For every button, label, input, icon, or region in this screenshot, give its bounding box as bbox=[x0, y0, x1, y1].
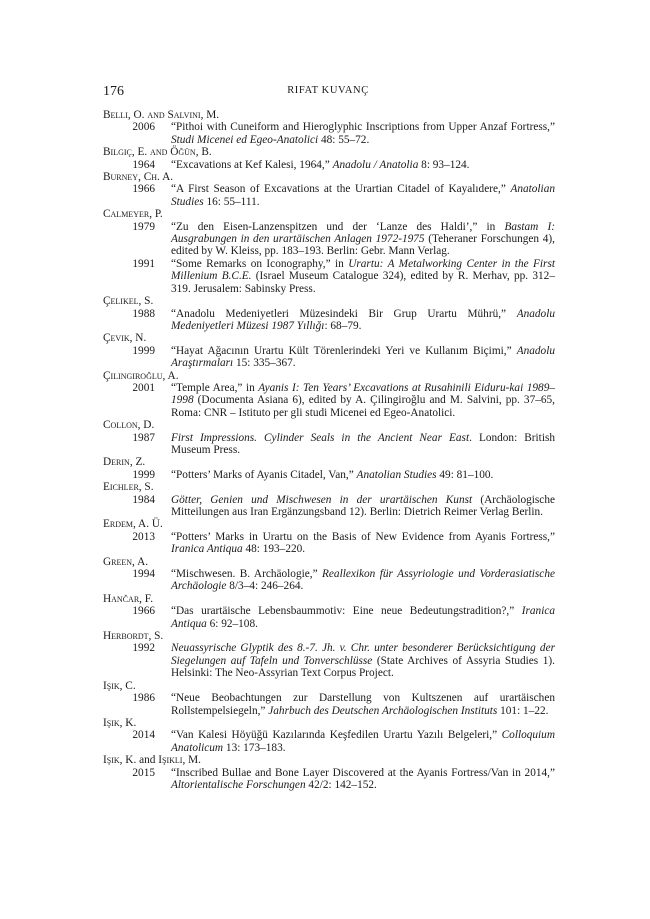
entry-work bbox=[103, 432, 555, 457]
work-text: “Pithoi with Cuneiform and Hieroglyphic Inscriptions from Upper Anzaf Fortress,” bbox=[171, 121, 555, 134]
running-head: RIFAT KUVANÇ bbox=[287, 85, 369, 96]
work-text: 48: 55–72. bbox=[318, 133, 370, 146]
work-title-italic: Anatolian Studies bbox=[171, 183, 555, 208]
author-text: Herbordt, S. bbox=[103, 630, 164, 643]
work-text: “Temple Area,” in bbox=[171, 381, 259, 394]
work-title-italic: Anadolu / Anatolia bbox=[332, 158, 419, 171]
work-title-italic: Ayanis I: Ten Years’ Excavations at Rusahinili Eiduru-kai 1989–1998 bbox=[171, 381, 555, 407]
page-number: 176 bbox=[103, 84, 124, 99]
work-text: “Potters’ Marks of Ayanis Citadel, Van,” bbox=[171, 468, 357, 481]
work-reference bbox=[171, 183, 555, 208]
work-title-italic: Götter, Genien und Mischwesen in der urartäischen Kunst bbox=[171, 493, 473, 506]
work-year: 2015 bbox=[132, 766, 155, 779]
work-text: . London: British Museum Press. bbox=[171, 431, 555, 456]
work-title-italic: Iranica Antiqua bbox=[171, 605, 555, 630]
work-text: (Israel Museum Catalogue 324), edited by R. Merhav, pp. 312–319. Jerusalem: Sabinsky Press. bbox=[171, 270, 555, 295]
bib-entry bbox=[103, 680, 555, 717]
bib-entry bbox=[103, 481, 555, 518]
work-reference bbox=[171, 345, 555, 370]
entry-work bbox=[103, 531, 555, 556]
bibliography bbox=[103, 109, 555, 791]
entry-author bbox=[103, 419, 555, 431]
work-text: “Zu den Eisen-Lanzenspitzen und der ‘Lanze des Haldi’,” in bbox=[171, 220, 505, 233]
work-text: (Archäologische Mitteilungen aus Iran Ergänzungsband 12). Berlin: Dietrich Reimer Verlag Berlin. bbox=[171, 493, 555, 518]
work-year: 1966 bbox=[132, 183, 155, 196]
work-year: 1964 bbox=[132, 158, 155, 171]
author-text: Calmeyer, P. bbox=[103, 208, 163, 221]
author-text: Bilgiç, E. and Öğün, B. bbox=[103, 146, 212, 159]
work-reference bbox=[171, 469, 555, 481]
work-text: 42/2: 142–152. bbox=[305, 778, 377, 791]
work-year: 2014 bbox=[132, 729, 155, 742]
work-text: “Anadolu Medeniyetleri Müzesindeki Bir Grup Urartu Mührü,” bbox=[171, 307, 517, 320]
work-text: “Excavations at Kef Kalesi, 1964,” bbox=[171, 158, 333, 171]
entry-author bbox=[103, 630, 555, 642]
work-text: “A First Season of Excavations at the Urartian Citadel of Kayalıdere,” bbox=[171, 183, 511, 196]
entry-author bbox=[103, 556, 555, 568]
entry-author bbox=[103, 680, 555, 692]
bib-entry bbox=[103, 295, 555, 332]
author-text: Green, A. bbox=[103, 555, 149, 568]
entry-author bbox=[103, 295, 555, 307]
author-text: Çelikel, S. bbox=[103, 295, 154, 308]
entry-work bbox=[103, 469, 555, 481]
work-text: “Inscribed Bullae and Bone Layer Discovered at the Ayanis Fortress/Van in 2014,” bbox=[171, 766, 555, 779]
entry-work bbox=[103, 183, 555, 208]
work-title-italic: First Impressions. Cylinder Seals in the Ancient Near East bbox=[171, 431, 470, 444]
bib-entry bbox=[103, 171, 555, 208]
author-text: Çevik, N. bbox=[103, 332, 147, 345]
work-year: 1987 bbox=[132, 431, 155, 444]
entry-work bbox=[103, 605, 555, 630]
work-text: 16: 55–111. bbox=[203, 195, 260, 208]
work-reference bbox=[171, 432, 555, 457]
work-year: 1986 bbox=[132, 692, 155, 705]
work-reference bbox=[171, 767, 555, 792]
entry-author bbox=[103, 593, 555, 605]
bib-entry bbox=[103, 109, 555, 146]
work-text: “Van Kalesi Höyüğü Kazılarında Keşfedilen Urartu Yazılı Belgeleri,” bbox=[171, 729, 502, 742]
entry-author bbox=[103, 456, 555, 468]
work-title-italic: Studi Micenei ed Egeo-Anatolici bbox=[171, 133, 319, 146]
entry-work bbox=[103, 345, 555, 370]
work-text: 15: 335–367. bbox=[233, 357, 296, 370]
work-text: 49: 81–100. bbox=[436, 468, 494, 481]
work-year: 1999 bbox=[132, 344, 155, 357]
author-text: Collon, D. bbox=[103, 419, 155, 432]
work-title-italic: Reallexikon für Assyriologie und Vorderasiatische Archäologie bbox=[171, 568, 555, 593]
work-year: 1966 bbox=[132, 605, 155, 618]
work-reference bbox=[171, 382, 555, 419]
work-year: 2006 bbox=[132, 121, 155, 134]
bib-entry bbox=[103, 518, 555, 555]
bib-entry bbox=[103, 717, 555, 754]
work-text: 6: 92–108. bbox=[206, 617, 258, 630]
entry-author bbox=[103, 481, 555, 493]
author-text: Belli, O. and Salvini, M. bbox=[103, 109, 220, 121]
entry-work bbox=[103, 159, 555, 171]
work-text: “Neue Beobachtungen zur Darstellung von Kultszenen auf urartäischen Rollstempelsiegeln,” bbox=[171, 692, 555, 717]
work-year: 1994 bbox=[132, 568, 155, 581]
work-title-italic: Jahrbuch des Deutschen Archäologischen Instituts bbox=[268, 704, 498, 717]
entry-work bbox=[103, 121, 555, 146]
bib-entry bbox=[103, 456, 555, 481]
entry-author bbox=[103, 518, 555, 530]
author-text: Eichler, S. bbox=[103, 481, 154, 494]
work-reference bbox=[171, 258, 555, 295]
work-text: (Teheraner Forschungen 4), edited by W. Kleiss, pp. 183–193. Berlin: Gebr. Mann Verlag. bbox=[171, 233, 555, 258]
bib-entry bbox=[103, 593, 555, 630]
entry-author bbox=[103, 717, 555, 729]
entry-author bbox=[103, 146, 555, 158]
bib-entry bbox=[103, 754, 555, 791]
entry-author bbox=[103, 208, 555, 220]
work-text: “Mischwesen. B. Archäologie,” bbox=[171, 568, 323, 581]
page-header bbox=[103, 84, 553, 102]
author-text: Erdem, A. Ü. bbox=[103, 518, 163, 531]
work-year: 2013 bbox=[132, 530, 155, 543]
entry-work bbox=[103, 642, 555, 679]
work-reference bbox=[171, 729, 555, 754]
entry-work bbox=[103, 382, 555, 419]
work-reference bbox=[171, 642, 555, 679]
work-year: 1991 bbox=[132, 257, 155, 270]
bib-entry bbox=[103, 630, 555, 680]
work-year: 2001 bbox=[132, 381, 155, 394]
work-year: 1984 bbox=[132, 493, 155, 506]
author-text: Işık, K. bbox=[103, 716, 137, 729]
work-title-italic: Altorientalische Forschungen bbox=[171, 778, 306, 791]
bib-entry bbox=[103, 556, 555, 593]
entry-work bbox=[103, 729, 555, 754]
work-reference bbox=[171, 221, 555, 258]
author-text: Çilingiroğlu, A. bbox=[103, 369, 179, 382]
work-reference bbox=[171, 494, 555, 519]
work-text: 8: 93–124. bbox=[418, 158, 470, 171]
bib-entry bbox=[103, 146, 555, 171]
work-title-italic: Anadolu Araştırmaları bbox=[171, 344, 555, 370]
entry-author bbox=[103, 370, 555, 382]
entry-author bbox=[103, 754, 555, 766]
entry-work bbox=[103, 767, 555, 792]
author-text: Işık, C. bbox=[103, 679, 136, 692]
author-text: Işıklı, M. bbox=[158, 754, 201, 767]
work-reference bbox=[171, 605, 555, 630]
work-reference bbox=[171, 159, 555, 171]
entry-work bbox=[103, 308, 555, 333]
work-text: (State Archives of Assyria Studies 1). Helsinki: The Neo-Assyrian Text Corpus Project. bbox=[171, 654, 556, 680]
author-text: and bbox=[136, 754, 159, 767]
bib-entry bbox=[103, 332, 555, 369]
work-year: 1988 bbox=[132, 307, 155, 320]
work-text: “Das urartäische Lebensbaummotiv: Eine neue Bedeutungstradition?,” bbox=[171, 605, 522, 618]
work-title-italic: Colloquium Anatolicum bbox=[171, 729, 555, 754]
work-year: 1992 bbox=[132, 642, 155, 655]
author-text: Işık, K. bbox=[103, 754, 137, 767]
work-title-italic: Iranica Antiqua bbox=[171, 543, 243, 556]
entry-work bbox=[103, 221, 555, 258]
work-title-italic: Anadolu Medeniyetleri Müzesi 1987 Yıllığı bbox=[171, 307, 555, 332]
author-text: Derin, Z. bbox=[103, 456, 146, 469]
entry-work bbox=[103, 568, 555, 593]
bib-entry bbox=[103, 208, 555, 295]
entry-work bbox=[103, 258, 555, 295]
work-reference bbox=[171, 568, 555, 593]
bib-entry bbox=[103, 370, 555, 420]
work-text: 13: 173–183. bbox=[223, 741, 286, 754]
work-year: 1979 bbox=[132, 220, 155, 233]
work-title-italic: Urartu: A Metalworking Center in the First Millenium B.C.E. bbox=[171, 257, 555, 283]
work-title-italic: Bastam I: Ausgrabungen in den urartäischen Anlagen 1972-1975 bbox=[171, 220, 555, 246]
entry-author bbox=[103, 171, 555, 183]
work-reference bbox=[171, 531, 555, 556]
work-year: 1999 bbox=[132, 468, 155, 481]
author-text: Hančar, F. bbox=[103, 592, 154, 605]
bib-entry bbox=[103, 419, 555, 456]
work-text: 48: 193–220. bbox=[242, 543, 306, 556]
work-text: “Some Remarks on Iconography,” in bbox=[171, 257, 349, 270]
author-text: Burney, Ch. A. bbox=[103, 171, 174, 184]
work-text: (Documenta Asiana 6), edited by A. Çilingiroğlu and M. Salvini, pp. 37–65, Roma: CNR – Istituto per gli studi Micenei ed Egeo-Anatolici. bbox=[171, 394, 555, 419]
work-reference bbox=[171, 308, 555, 333]
entry-author bbox=[103, 109, 555, 121]
work-text: “Potters’ Marks in Urartu on the Basis of New Evidence from Ayanis Fortress,” bbox=[171, 530, 555, 543]
work-text: 101: 1–22. bbox=[497, 704, 549, 717]
entry-author bbox=[103, 332, 555, 344]
work-title-italic: Neuassyrische Glyptik des 8.-7. Jh. v. Chr. unter besonderer Berücksichtigung der Siegelungen auf Tafeln und Tonverschlüsse bbox=[171, 642, 555, 667]
work-text: 8/3–4: 246–264. bbox=[226, 580, 304, 593]
entry-work bbox=[103, 494, 555, 519]
work-title-italic: Anatolian Studies bbox=[356, 468, 437, 481]
work-text: : 68–79. bbox=[324, 319, 362, 332]
work-reference bbox=[171, 121, 555, 146]
work-reference bbox=[171, 692, 555, 717]
work-text: “Hayat Ağacının Urartu Kült Törenlerindeki Yeri ve Kullanım Biçimi,” bbox=[171, 344, 517, 357]
entry-work bbox=[103, 692, 555, 717]
